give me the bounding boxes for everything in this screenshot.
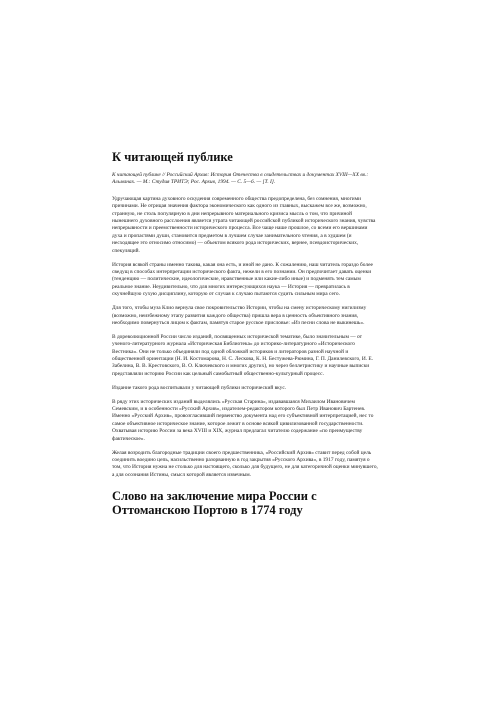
- body-paragraph: История всякой страны именно такова, какая она есть, и иной не дано. К сожалению, наш читатель гораздо более сведущ в способах интерпретации исторического факта, нежели в его познании. Он предпочитает давать оценки (тенденцию — политические, идеологические, нравственные или какие-либо иные) и подменять тем самым реальное знание. Неудивительно, что для многих интересующихся наука — История — превратилась в скучнейшую сухую дисциплину, которую от случая к случаю пытаются судить сильным мира сего.: [112, 261, 373, 298]
- next-section-title: Слово на заключение мира России с Оттоманскою Портою в 1774 году: [112, 489, 317, 518]
- document-page: [112, 150, 379, 517]
- body-paragraph: Удручающая картина духовного оскудения современного общества предопределена, без сомнения, многими причинами. Не отрицая значения фактора экономического как одного из главных, выскажем все же, возможно, странную, не столь популярную в дни непрерывного материального кризиса мысль о том, что причиной нынешнего духовного расслоения является утрата читающей российской публикой исторического знания, чувства непрерывности и преемственности исторического процесса. Все чаще наше прошлое, со всеми его вершинами духа и пропастями души, становится предметом в лучшем случае занимательного чтения, а в худшем (и несходящее это относимо относимо) — объектом всякого рода исторических, вернее, псевдоисторических, спекуляций.: [112, 195, 376, 254]
- article-citation: К читающей публике // Российский Архив: История Отечества в свидетельствах и документах XVIII—XX вв.: Альманах. — М.: Студия ТРИТЭ; Рос. Архив, 1994. — С. 5—6. — [Т. I].: [112, 172, 369, 186]
- body-paragraph: В ряду этих исторических изданий выделялись «Русская Старина», издававшаяся Михаилом Ивановичем Семевским, и в особенности «Русский Архив», издателем-редактором которого был Петр Иванович Бартенев. Именно «Русский Архив», провозгласивший первенство документа над его субъективной интерпретацией, нес то самое объективное историческое знание, которое лежит в основе всякой цивилизованной государственности. Охватывая историю России за века XVIII и XIX, журнал предлагал читателю содержание «по преимуществу фактическое».: [112, 398, 374, 442]
- body-paragraph: Желая возродить благородные традиции своего предшественника, «Российский Архив» ставит перед собой цель соединить воедино цепь, насильственно разорванную в год закрытия «Русского Архива», в 1917 году, памятуя о том, что История нужна не столько для настоящего, сколько для будущего, не для категоричной оценки минувшего, а для осознания Истины, смысл которой является извечным.: [112, 449, 378, 478]
- body-paragraph: Для того, чтобы муза Клио вернула свое покровительство Истории, чтобы на смену историческому нигилизму (возможно, неизбежному этапу развития каждого общества) пришла вера в ценность объективного знания, необходимо повернуться лицом к фактам, памятуя старое русское присловье: «Из песни слова не выкинешь».: [112, 305, 367, 326]
- body-paragraph: Издание такого рода воспитывали у читающей публики исторический вкус.: [112, 384, 287, 391]
- body-paragraph: В дореволюционной России число изданий, посвященных исторической тематике, было значительным — от ученого-литературного журнала «Историческая Библиотека» до историко-литературного «Исторического Вестника». Они не только объединяли под одной обложкой историков и литераторов разной научной и общественной ориентации (Н. И. Костомарова, Н. С. Лескова, К. Н. Бестужева-Рюмина, Г. П. Данилевского, И. Е. Забелина, В. В. Крестовского, В. О. Ключевского и многих других), но через беллетристику и научные выписки представляли историю России как цельный самобытный общественно-культурный процесс.: [112, 333, 374, 377]
- article-title: К читающей публике: [112, 150, 233, 164]
